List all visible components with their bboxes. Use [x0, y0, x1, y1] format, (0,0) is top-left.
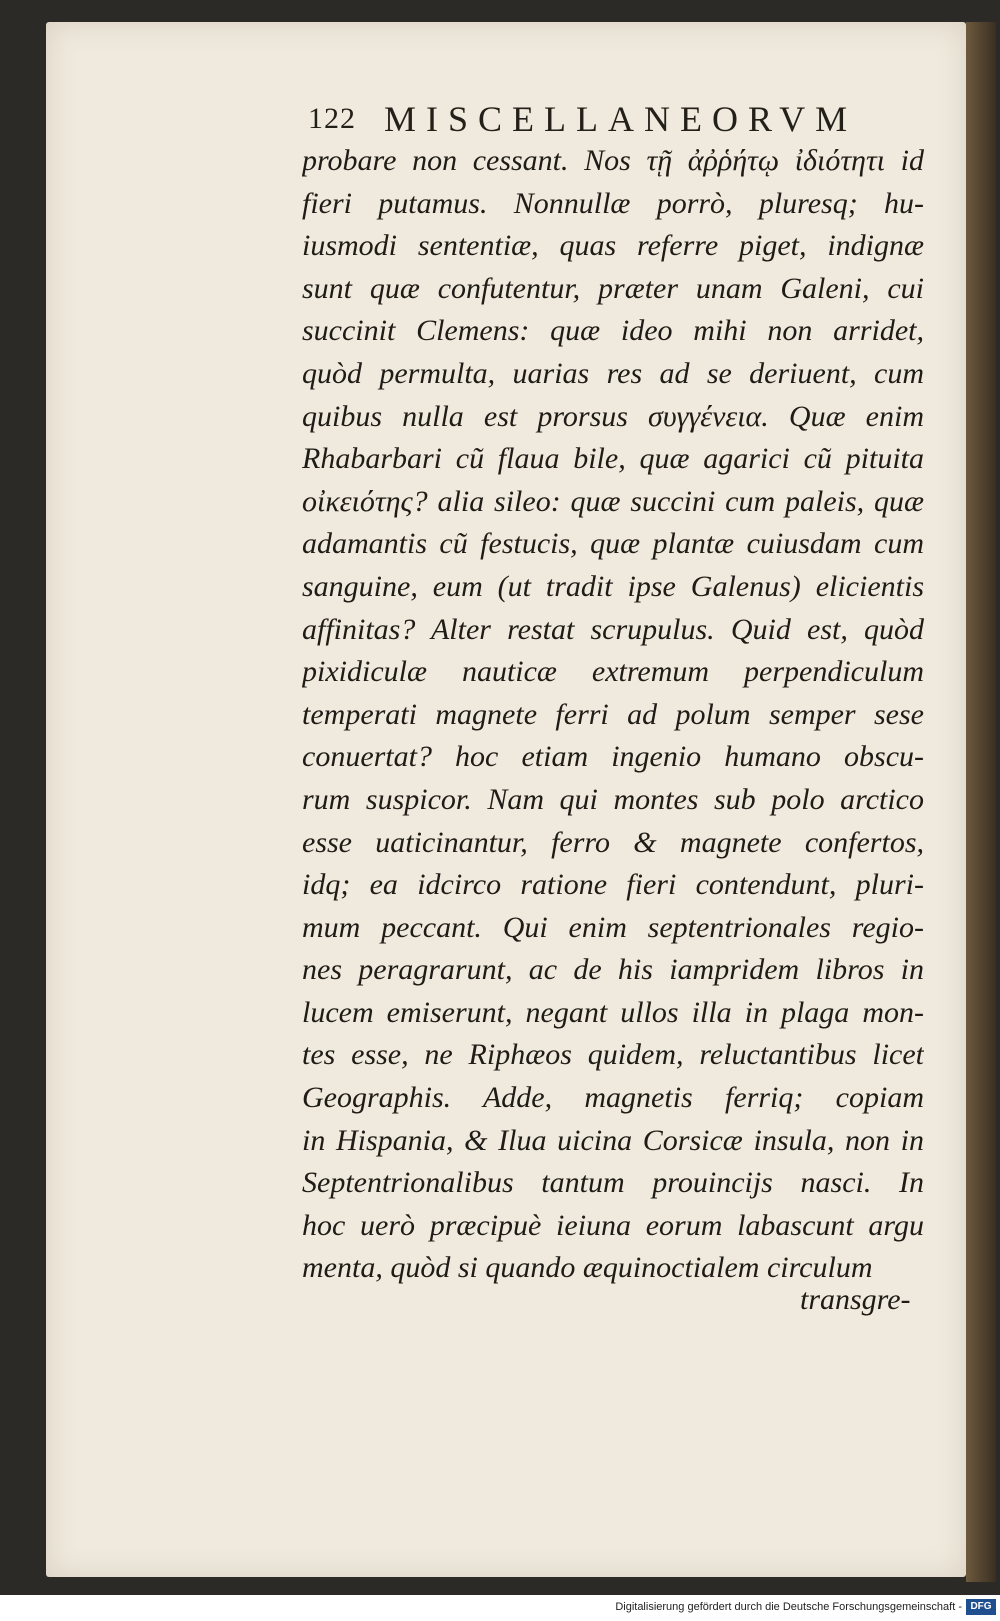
text-line: Rhabarbari cũ flaua bile, quæ agarici cũ pituita	[302, 442, 924, 476]
text-line: quòd permulta, uarias res ad se deriuent, cum	[302, 356, 924, 390]
text-line: probare non cessant. Nos τῇ ἀῤῥήτῳ ἰδιότητι id	[302, 144, 924, 177]
text-line: sanguine, eum (ut tradit ipse Galenus) elicientis	[302, 569, 924, 603]
text-line: idq; ea idcirco ratione fieri contendunt, pluri-	[302, 868, 924, 902]
text-line: adamantis cũ festucis, quæ plantæ cuiusdam cum	[302, 527, 924, 561]
text-line: Geographis. Adde, magnetis ferriq; copiam	[302, 1081, 924, 1115]
text-line: sunt quæ confutentur, præter unam Galeni, cui	[302, 271, 924, 305]
text-line: nes peragrarunt, ac de his iampridem libros in	[302, 953, 924, 987]
text-line: mum peccant. Qui enim septentrionales regio-	[302, 910, 924, 944]
text-line: menta, quòd si quando æquinoctialem circulum	[302, 1251, 873, 1285]
text-line: iusmodi sententiæ, quas referre piget, indignæ	[302, 229, 924, 263]
text-line: affinitas? Alter restat scrupulus. Quid est, quòd	[302, 612, 924, 646]
text-line: rum suspicor. Nam qui montes sub polo arctico	[302, 782, 924, 816]
text-line: quibus nulla est prorsus συγγένεια. Quæ enim	[302, 399, 924, 433]
text-line: hoc uerò præcipuè ieiuna eorum labascunt argu	[302, 1208, 924, 1242]
text-line: succinit Clemens: quæ ideo mihi non arridet,	[302, 314, 924, 348]
running-title: MISCELLANEORVM	[384, 99, 858, 139]
text-line: fieri putamus. Nonnullæ porrò, pluresq; hu-	[302, 186, 924, 220]
catchword: transgre-	[800, 1283, 911, 1316]
text-line: temperati magnete ferri ad polum semper sese	[302, 697, 924, 731]
text-line: esse uaticinantur, ferro & magnete confertos,	[302, 825, 924, 859]
digitization-footer	[0, 1595, 1000, 1621]
body-text	[302, 140, 924, 1290]
page-number: 122	[308, 102, 356, 135]
text-line: conuertat? hoc etiam ingenio humano obscu-	[302, 740, 924, 774]
text-line: pixidiculæ nauticæ extremum perpendiculum	[302, 655, 924, 689]
funding-credit: Digitalisierung gefördert durch die Deutsche Forschungsgemeinschaft -	[615, 1601, 962, 1613]
text-line: Septentrionalibus tantum prouincijs nasci. In	[302, 1166, 924, 1200]
book-gutter	[966, 22, 996, 1582]
text-line: lucem emiserunt, negant ullos illa in plaga mon-	[302, 995, 924, 1029]
dfg-logo: DFG	[966, 1599, 996, 1615]
text-line: in Hispania, & Ilua uicina Corsicæ insula, non in	[302, 1123, 924, 1157]
text-line: οἰκειότης? alia sileo: quæ succini cum paleis, quæ	[302, 484, 924, 518]
text-line: tes esse, ne Riphæos quidem, reluctantibus licet	[302, 1038, 924, 1072]
running-head	[308, 98, 928, 138]
